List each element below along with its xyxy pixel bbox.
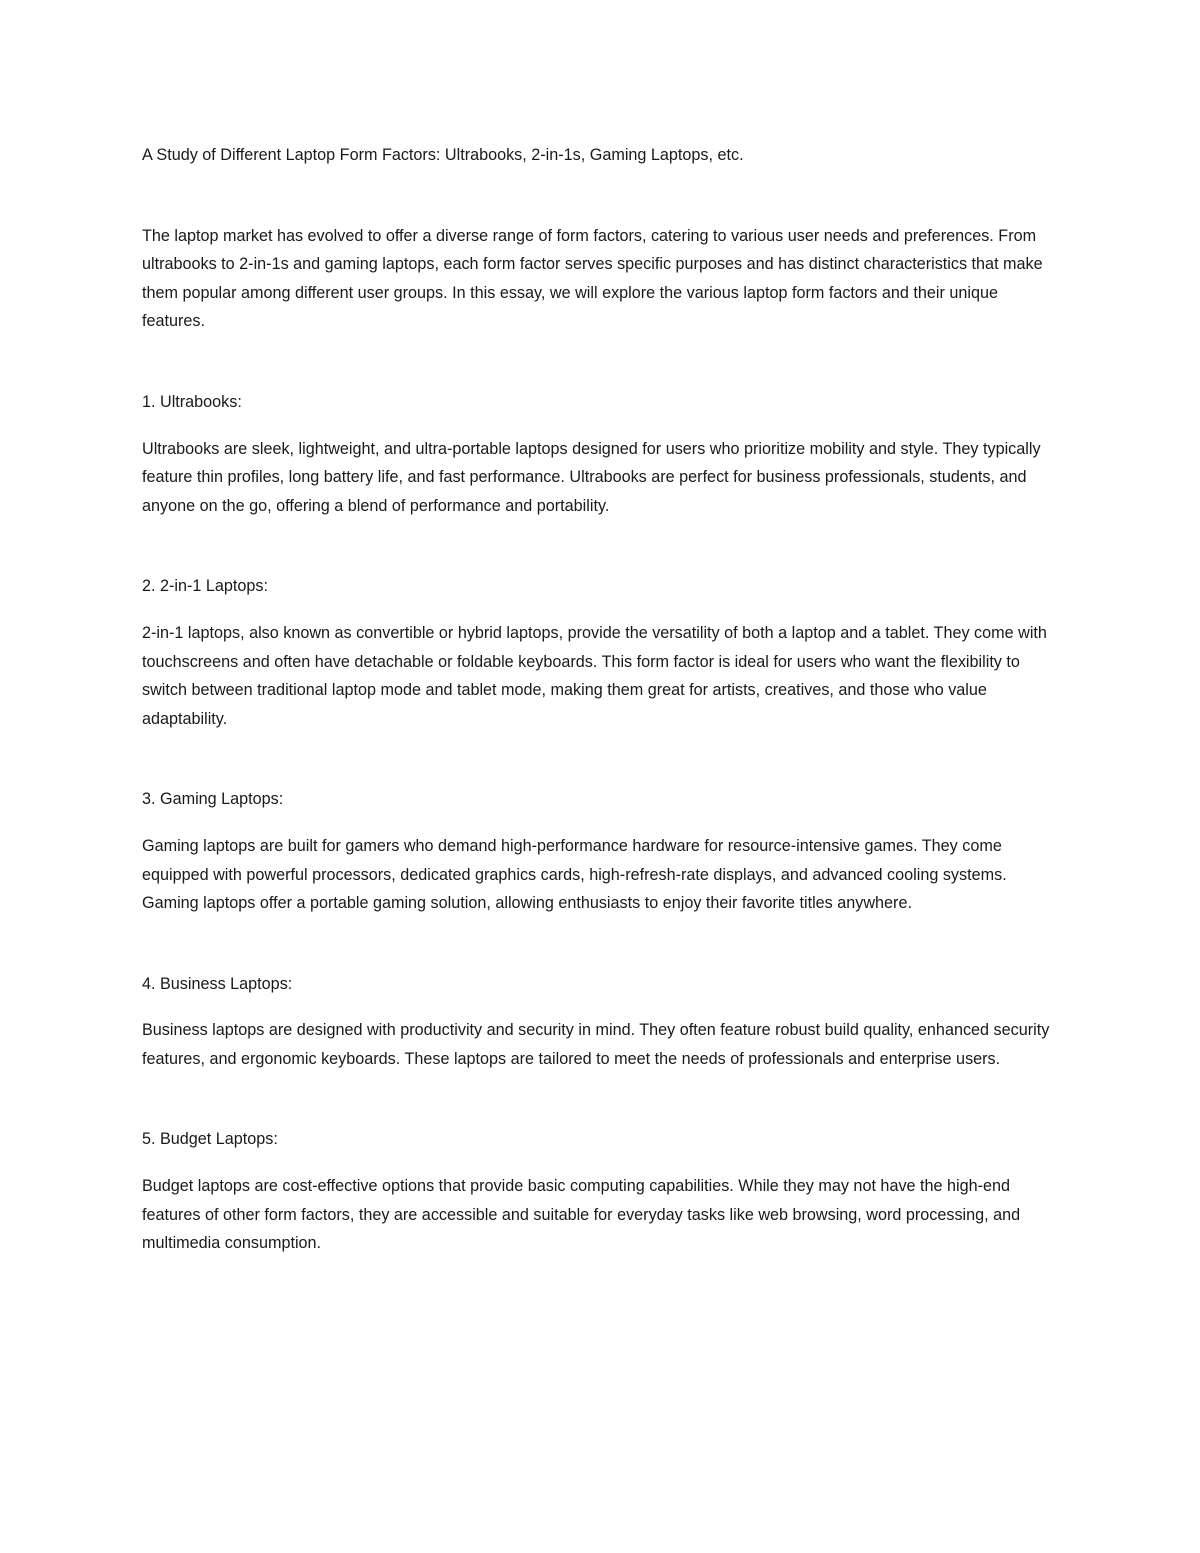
section-body: Ultrabooks are sleek, lightweight, and ultra-portable laptops designed for users who prioritize mobility and style. They typically feature thin profiles, long battery life, and fast performance. Ultrabooks are perfect for business professionals, students, and anyone on the go, offering a blend of performance and portability. (142, 439, 1041, 515)
section-body: 2-in-1 laptops, also known as convertible or hybrid laptops, provide the versatility of both a laptop and a tablet. They come with touchscreens and often have detachable or foldable keyboards. This form factor is ideal for users who want the flexibility to switch between traditional laptop mode and tablet mode, making them great for artists, creatives, and those who value adaptability. (142, 623, 1047, 728)
intro-paragraph: The laptop market has evolved to offer a diverse range of form factors, catering to various user needs and preferences. From ultrabooks to 2-in-1s and gaming laptops, each form factor serves specific purposes and has distinct characteristics that make them popular among different user groups. In this essay, we will explore the various laptop form factors and their unique features. (142, 226, 1043, 331)
section-heading: 2. 2-in-1 Laptops: (142, 577, 268, 596)
section-heading: 3. Gaming Laptops: (142, 790, 284, 809)
section-body: Gaming laptops are built for gamers who demand high-performance hardware for resource-intensive games. They come equipped with powerful processors, dedicated graphics cards, high-refresh-rate displays, and advanced cooling systems. Gaming laptops offer a portable gaming solution, allowing enthusiasts to enjoy their favorite titles anywhere. (142, 836, 1007, 913)
section-2-in-1-laptops (142, 572, 1062, 733)
section-body: Budget laptops are cost-effective options that provide basic computing capabilities. While they may not have the high-end features of other form factors, they are accessible and suitable for everyday tasks like web browsing, word processing, and multimedia consumption. (142, 1177, 1021, 1253)
section-business-laptops (142, 970, 1062, 1074)
section-heading: 1. Ultrabooks: (142, 392, 242, 411)
section-gaming-laptops (142, 785, 1062, 917)
section-ultrabooks (142, 388, 1062, 520)
document-title: A Study of Different Laptop Form Factors: Ultrabooks, 2-in-1s, Gaming Laptops, etc. (142, 146, 744, 164)
section-heading: 4. Business Laptops: (142, 974, 293, 993)
document-content (142, 141, 1062, 1258)
section-body: Business laptops are designed with productivity and security in mind. They often feature robust build quality, enhanced security features, and ergonomic keyboards. These laptops are tailored to meet the needs of professionals and enterprise users. (142, 1021, 1050, 1068)
section-heading: 5. Budget Laptops: (142, 1130, 278, 1149)
section-budget-laptops (142, 1125, 1062, 1257)
